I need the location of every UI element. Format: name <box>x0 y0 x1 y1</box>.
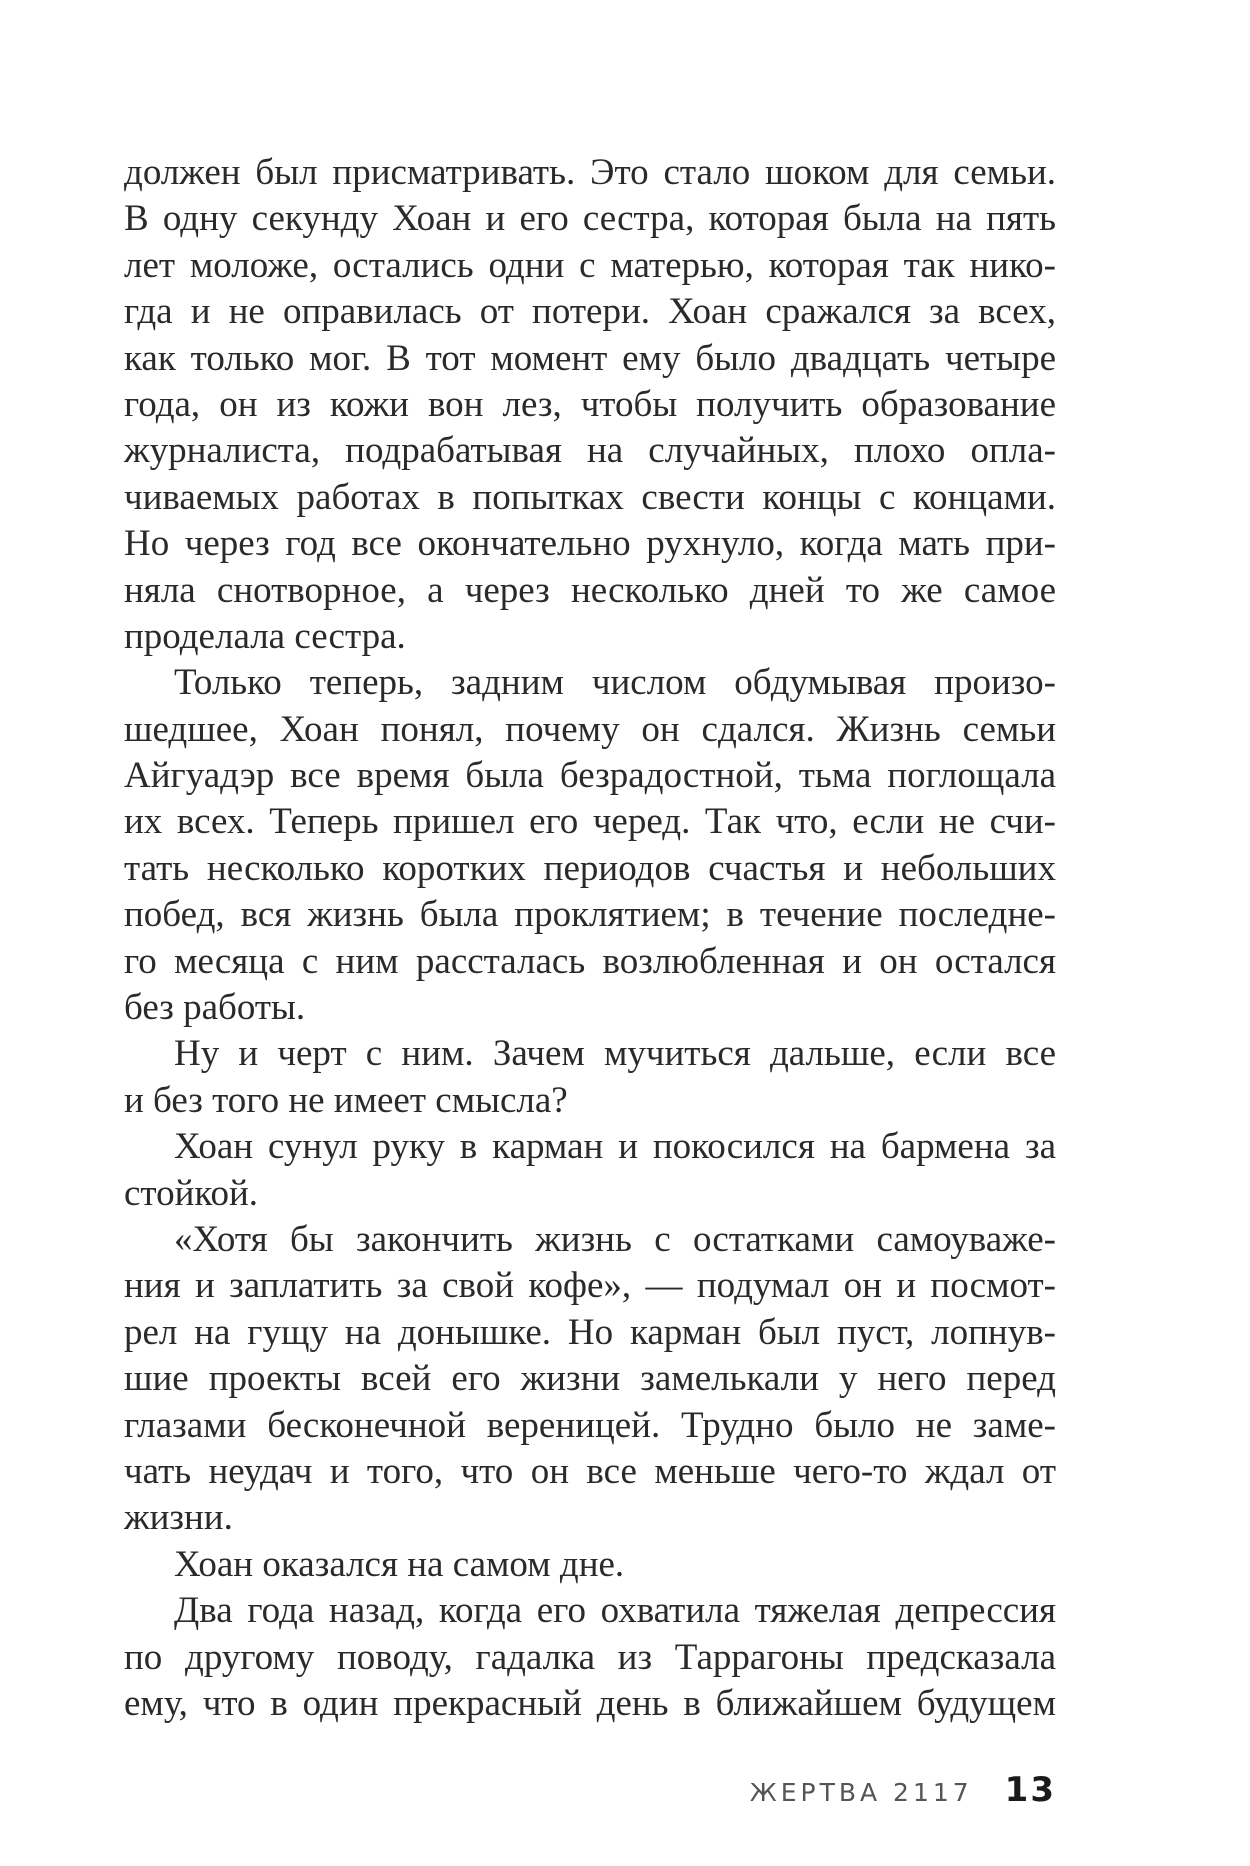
text-line: няла снотворное, а через несколько дней то же самое <box>124 569 1056 611</box>
text-line: шедшее, Хоан понял, почему он сдался. Жизнь семьи <box>124 708 1056 750</box>
text-line: ему, что в один прекрасный день в ближайшем будущем <box>124 1682 1056 1724</box>
text-line: проделала сестра. <box>124 615 406 657</box>
body-text <box>124 150 1056 1727</box>
running-title: ЖЕРТВА 2117 <box>749 1778 973 1807</box>
paragraph-start-line: Хоан сунул руку в карман и покосился на бармена за <box>174 1126 1056 1168</box>
text-line: должен был присматривать. Это стало шоком для семьи. <box>124 152 1056 193</box>
text-line: года, он из кожи вон лез, чтобы получить образование <box>124 383 1056 425</box>
text-line: стойкой. <box>124 1172 259 1214</box>
paragraph-start-line: Только теперь, задним числом обдумывая произо- <box>174 662 1056 704</box>
paragraph-start-line: Два года назад, когда его охватила тяжелая депрессия <box>174 1590 1056 1632</box>
text-line: побед, вся жизнь была проклятием; в течение последне- <box>124 894 1056 936</box>
text-line: по другому поводу, гадалка из Таррагоны предсказала <box>124 1636 1056 1678</box>
text-line: ния и заплатить за свой кофе», — подумал он и посмот- <box>124 1265 1056 1307</box>
text-line: без работы. <box>124 987 306 1029</box>
text-line: В одну секунду Хоан и его сестра, которая была на пять <box>124 198 1056 240</box>
text-line: чать неудач и того, что он все меньше чего-то ждал от <box>124 1450 1056 1492</box>
paragraph-start-line: Хоан оказался на самом дне. <box>174 1543 625 1585</box>
paragraph-start-line: «Хотя бы закончить жизнь с остатками самоуваже- <box>174 1218 1056 1260</box>
text-line: и без того не имеет смысла? <box>124 1079 568 1121</box>
page-footer <box>750 1770 1056 1810</box>
text-line: го месяца с ним рассталась возлюбленная и он остался <box>124 940 1056 982</box>
text-line: журналиста, подрабатывая на случайных, плохо опла- <box>124 430 1056 472</box>
text-line: жизни. <box>124 1497 233 1539</box>
page-number: 13 <box>1004 1770 1056 1810</box>
text-line: чиваемых работах в попытках свести концы с концами. <box>124 476 1056 518</box>
text-line: рел на гущу на донышке. Но карман был пуст, лопнув- <box>124 1311 1056 1353</box>
text-line: их всех. Теперь пришел его черед. Так что, если не счи- <box>124 801 1056 843</box>
text-line: как только мог. В тот момент ему было двадцать четыре <box>124 337 1056 379</box>
paragraph-start-line: Ну и черт с ним. Зачем мучиться дальше, если все <box>174 1033 1056 1075</box>
text-line: тать несколько коротких периодов счастья и небольших <box>124 847 1056 889</box>
text-line: лет моложе, остались одни с матерью, которая так нико- <box>124 244 1056 286</box>
text-line: гда и не оправилась от потери. Хоан сражался за всех, <box>124 291 1056 333</box>
text-line: Но через год все окончательно рухнуло, когда мать при- <box>124 523 1056 565</box>
text-line: глазами бесконечной вереницей. Трудно было не заме- <box>124 1404 1056 1446</box>
text-line: Айгуадэр все время была безрадостной, тьма поглощала <box>124 755 1056 797</box>
text-line: шие проекты всей его жизни замелькали у него перед <box>124 1358 1056 1400</box>
